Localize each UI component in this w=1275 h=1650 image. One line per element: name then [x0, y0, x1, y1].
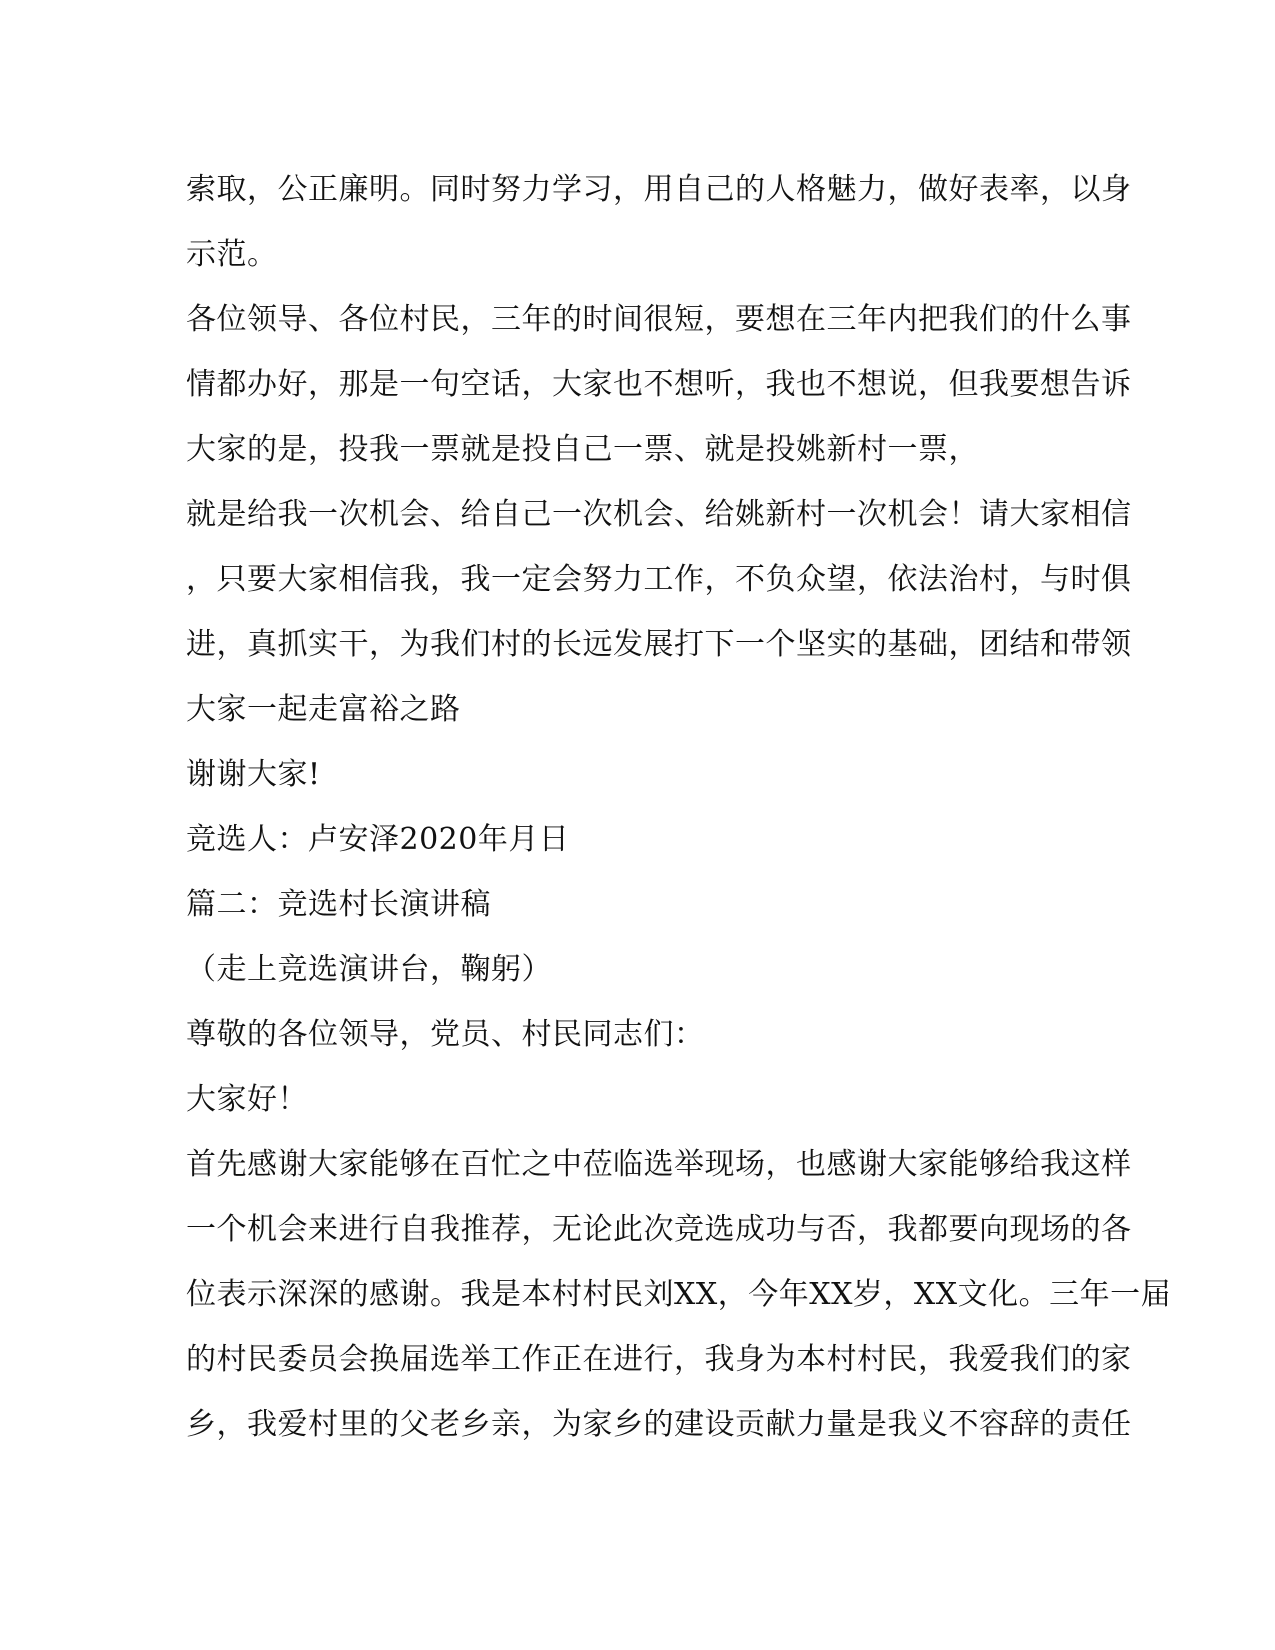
text-line: 位表示深深的感谢。我是本村村民刘XX，今年XX岁，XX文化。三年一届	[186, 1277, 1172, 1312]
text-line: 就是给我一次机会、给自己一次机会、给姚新村一次机会！请大家相信	[186, 497, 1132, 532]
signature-line: 竞选人：卢安泽2020年月日	[186, 822, 570, 857]
greeting: 大家好！	[186, 1082, 308, 1117]
text-line: ，只要大家相信我，我一定会努力工作，不负众望，依法治村，与时俱	[186, 562, 1132, 597]
text-line: 示范。	[186, 237, 278, 272]
text-line: 谢谢大家!	[186, 757, 321, 792]
text-line: 进，真抓实干，为我们村的长远发展打下一个坚实的基础，团结和带领	[186, 627, 1132, 662]
text-line: 情都办好，那是一句空话，大家也不想听，我也不想说，但我要想告诉	[186, 367, 1132, 402]
body-text	[186, 157, 1172, 1457]
text-line: 首先感谢大家能够在百忙之中莅临选举现场，也感谢大家能够给我这样	[186, 1147, 1132, 1182]
text-line: 各位领导、各位村民，三年的时间很短，要想在三年内把我们的什么事	[186, 302, 1132, 337]
section-heading: 篇二：竞选村长演讲稿	[186, 887, 491, 922]
text-line: 乡，我爱村里的父老乡亲，为家乡的建设贡献力量是我义不容辞的责任	[186, 1407, 1132, 1442]
salutation: 尊敬的各位领导，党员、村民同志们：	[186, 1017, 705, 1052]
text-line: 大家一起走富裕之路	[186, 692, 461, 727]
text-line: 的村民委员会换届选举工作正在进行，我身为本村村民，我爱我们的家	[186, 1342, 1132, 1377]
text-line: 一个机会来进行自我推荐，无论此次竞选成功与否，我都要向现场的各	[186, 1212, 1132, 1247]
stage-direction: （走上竞选演讲台，鞠躬）	[186, 952, 552, 987]
text-line: 索取，公正廉明。同时努力学习，用自己的人格魅力，做好表率，以身	[186, 172, 1132, 207]
text-line: 大家的是，投我一票就是投自己一票、就是投姚新村一票，	[186, 432, 979, 467]
